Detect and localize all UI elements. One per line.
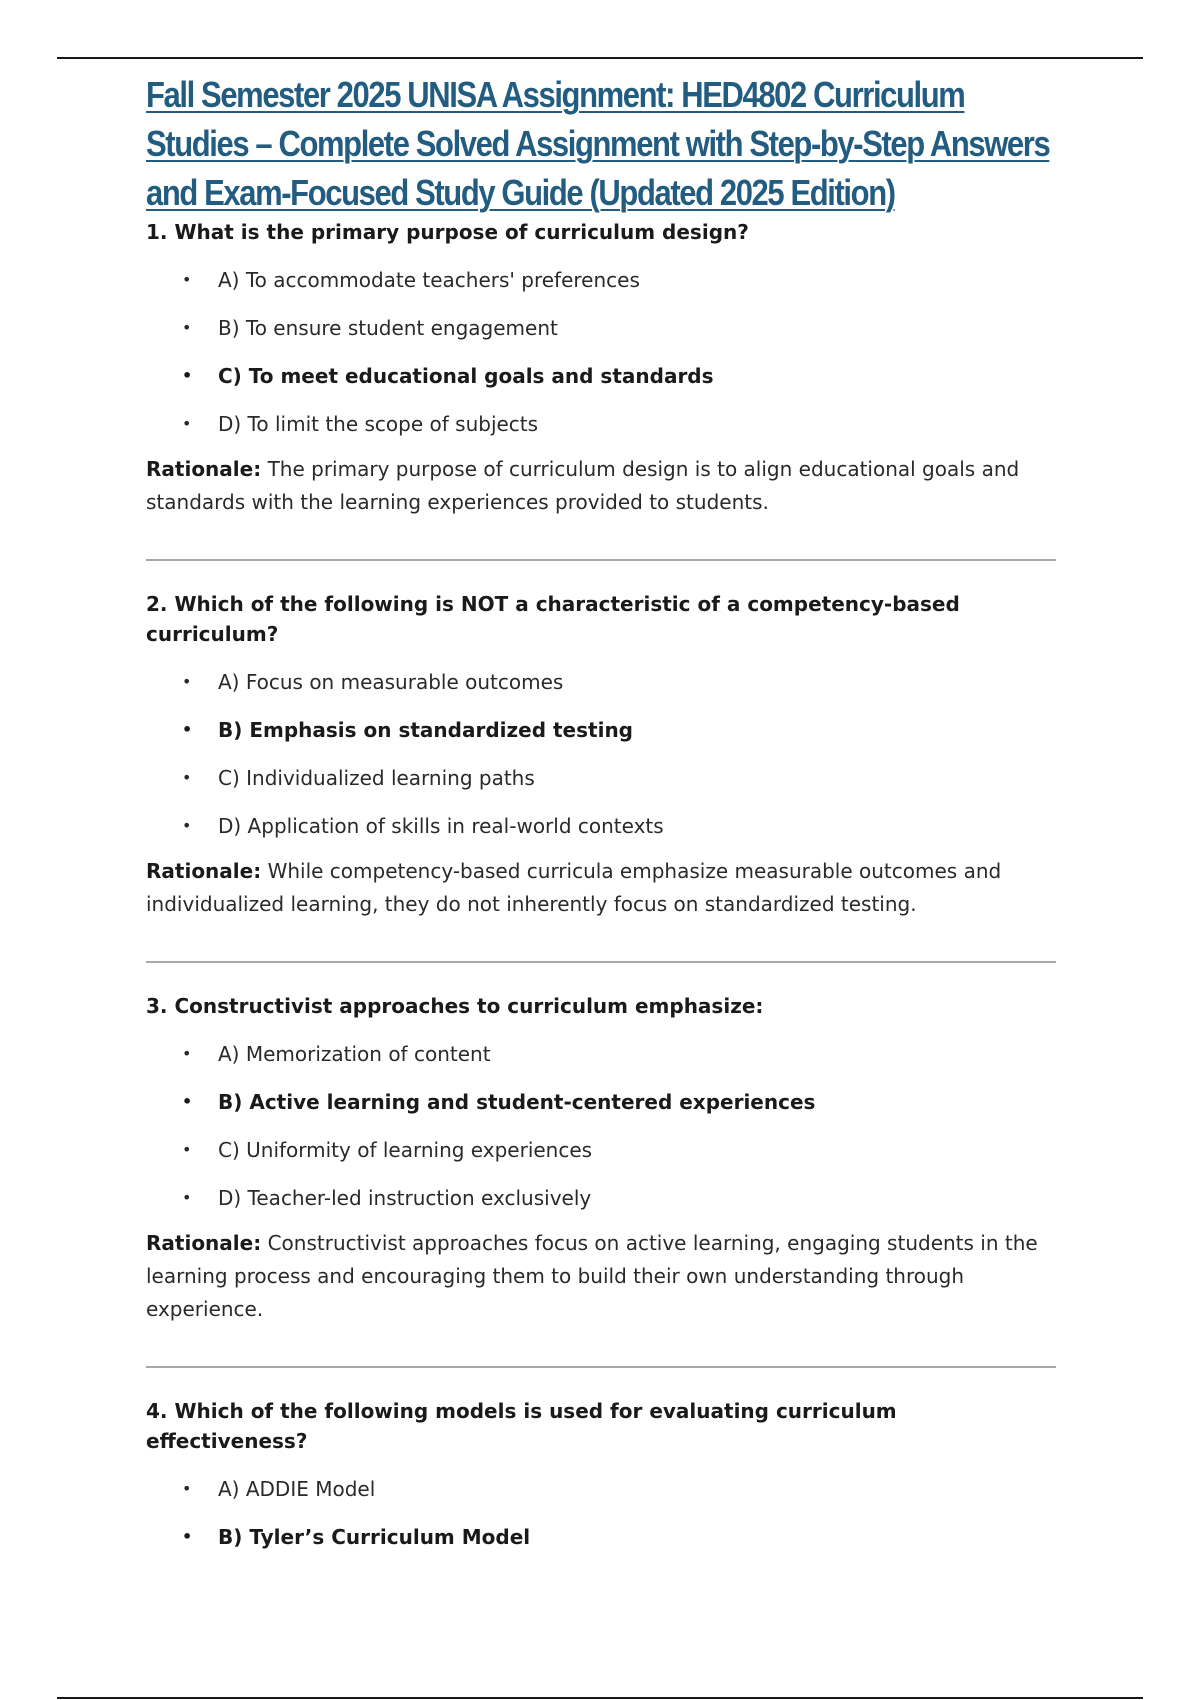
bullet-icon: • [182, 1044, 192, 1063]
bullet-icon: • [182, 366, 193, 385]
bullet-icon: • [182, 768, 192, 787]
question-text: 4. Which of the following models is used for evaluating curriculum effectiveness? [146, 1399, 897, 1453]
section-divider [146, 559, 1056, 561]
option-label: B) Tyler’s Curriculum Model [218, 1525, 531, 1549]
option-b-correct [146, 1522, 1056, 1552]
bullet-icon: • [182, 270, 192, 289]
rationale-label: Rationale: [146, 859, 262, 883]
option-label: B) Active learning and student-centered experiences [218, 1090, 816, 1114]
option-a [146, 1039, 1056, 1069]
option-a [146, 1474, 1056, 1504]
rationale [146, 1227, 1056, 1326]
option-label: A) To accommodate teachers' preferences [218, 268, 640, 292]
document-body [146, 70, 1056, 1552]
rationale-text: While competency-based curricula emphasize measurable outcomes and individualized learning, they do not inherently focus on standardized testing. [146, 859, 1002, 916]
option-c-correct [146, 361, 1056, 391]
bullet-icon: • [182, 1479, 192, 1498]
bullet-icon: • [182, 816, 192, 835]
question-text: 1. What is the primary purpose of curriculum design? [146, 220, 749, 244]
rationale [146, 453, 1056, 519]
option-b-correct [146, 715, 1056, 745]
option-b [146, 313, 1056, 343]
top-rule [57, 57, 1143, 59]
question-text: 3. Constructivist approaches to curriculum emphasize: [146, 994, 764, 1018]
rationale-label: Rationale: [146, 1231, 262, 1255]
rationale-text: The primary purpose of curriculum design is to align educational goals and standards with the learning experiences provided to students. [146, 457, 1020, 514]
bullet-icon: • [182, 318, 192, 337]
option-label: C) Individualized learning paths [218, 766, 535, 790]
option-a [146, 265, 1056, 295]
option-label: B) To ensure student engagement [218, 316, 558, 340]
option-label: D) Application of skills in real-world contexts [218, 814, 664, 838]
question-3 [146, 991, 1056, 1326]
section-divider [146, 961, 1056, 963]
option-label: A) ADDIE Model [218, 1477, 376, 1501]
option-label: A) Memorization of content [218, 1042, 491, 1066]
option-c [146, 763, 1056, 793]
option-label: A) Focus on measurable outcomes [218, 670, 564, 694]
option-c [146, 1135, 1056, 1165]
bottom-rule [57, 1697, 1143, 1699]
option-label: B) Emphasis on standardized testing [218, 718, 633, 742]
bullet-icon: • [182, 1140, 192, 1159]
bullet-icon: • [182, 672, 192, 691]
option-d [146, 811, 1056, 841]
option-label: D) Teacher-led instruction exclusively [218, 1186, 592, 1210]
bullet-icon: • [182, 720, 193, 739]
option-label: C) To meet educational goals and standards [218, 364, 714, 388]
option-list [146, 1474, 1056, 1552]
option-b-correct [146, 1087, 1056, 1117]
option-d [146, 1183, 1056, 1213]
question-text: 2. Which of the following is NOT a characteristic of a competency-based curriculum? [146, 592, 960, 646]
rationale-label: Rationale: [146, 457, 262, 481]
section-divider [146, 1366, 1056, 1368]
option-label: D) To limit the scope of subjects [218, 412, 539, 436]
bullet-icon: • [182, 414, 192, 433]
question-4 [146, 1396, 1056, 1552]
question-2 [146, 589, 1056, 921]
question-1 [146, 217, 1056, 519]
option-list [146, 265, 1056, 439]
option-list [146, 667, 1056, 841]
option-d [146, 409, 1056, 439]
bullet-icon: • [182, 1092, 193, 1111]
option-label: C) Uniformity of learning experiences [218, 1138, 593, 1162]
option-list [146, 1039, 1056, 1213]
rationale-text: Constructivist approaches focus on active learning, engaging students in the learning process and encouraging them to build their own understanding through experience. [146, 1231, 1038, 1321]
option-a [146, 667, 1056, 697]
bullet-icon: • [182, 1527, 193, 1546]
bullet-icon: • [182, 1188, 192, 1207]
rationale [146, 855, 1056, 921]
document-title: Fall Semester 2025 UNISA Assignment: HED4802 Curriculum Studies – Complete Solved Assignment with Step-by-Step Answers and Exam-Focused Study Guide (Updated 2025 Edition) [146, 74, 1050, 213]
